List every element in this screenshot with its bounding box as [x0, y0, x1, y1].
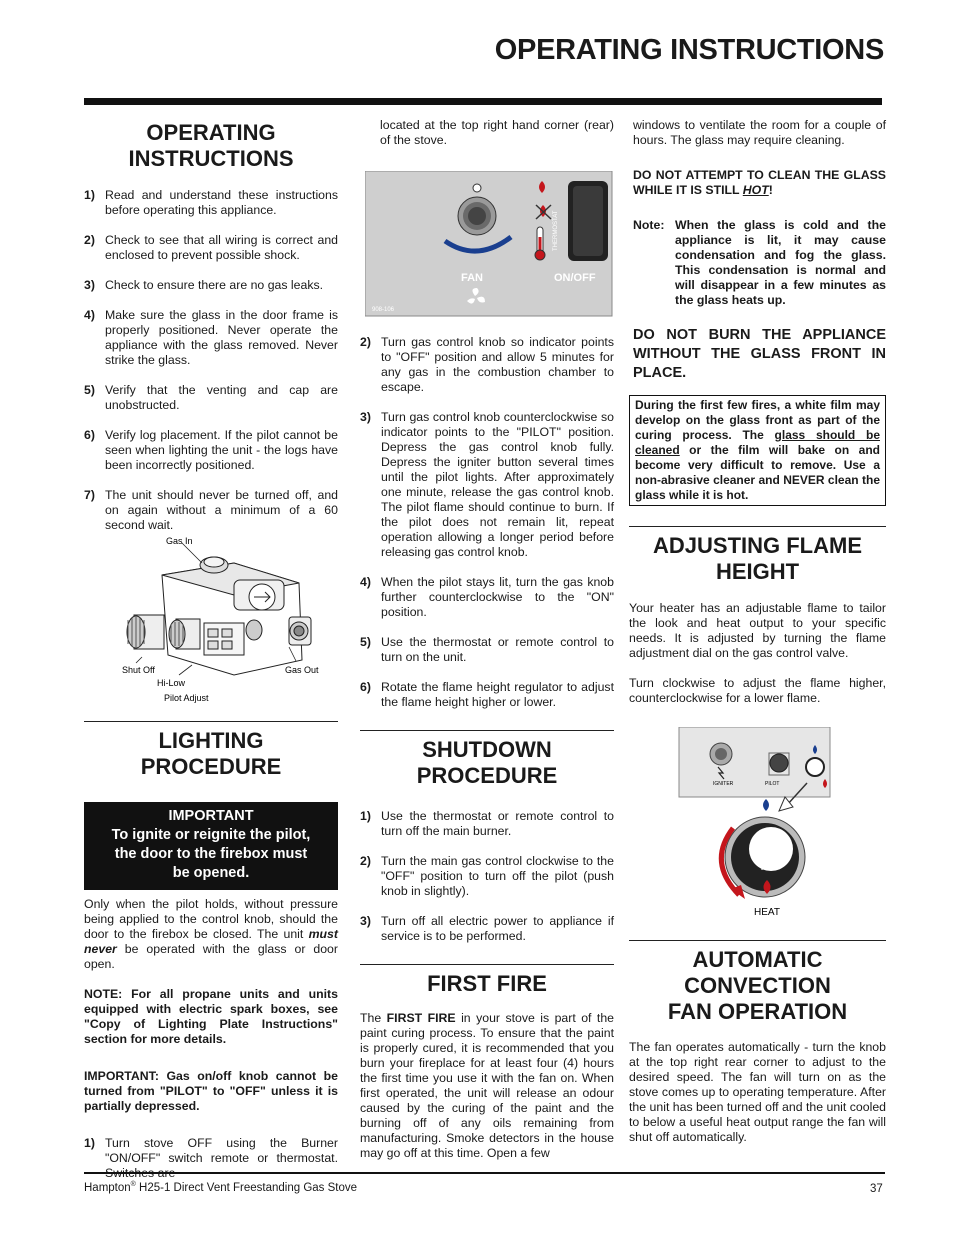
divider [629, 526, 886, 527]
label-fan: FAN [461, 272, 483, 284]
curing-film-box: During the first few fires, a white film may develop on the glass front as part of the curing process. The glass should be cleaned or the film will bake on and become very difficult to remove. Use a non-abrasive cleaner and NEVER clean the glass while it is hot. [629, 395, 886, 506]
section-title-fan: AUTOMATIC CONVECTION FAN OPERATION [667, 947, 848, 1024]
label-pilot-adjust: Pilot Adjust [164, 693, 209, 703]
divider [84, 721, 338, 722]
do-not-burn-warning: DO NOT BURN THE APPLIANCE WITHOUT THE GLASS FRONT IN PLACE. [633, 327, 886, 381]
column-2 [360, 118, 614, 1161]
label-igniter: IGNITER [713, 781, 734, 787]
list-item: 3) Turn off all electric power to appliance if service is to be performed. [360, 914, 614, 943]
list-item: 2) Turn the main gas control clockwise to the "OFF" position to turn off the pilot (push knob in slightly). [360, 854, 614, 898]
flame-paragraph-1: Your heater has an adjustable flame to tailor the look and heat output to your specific needs. It is adjusted by turning the flame adjustment dial on the gas control valve. [629, 601, 886, 660]
list-item: 1) Read and understand these instructions before operating this appliance. [84, 188, 338, 217]
note-propane: NOTE: For all propane units and units equipped with electric spark boxes, see "Copy of Lighting Plate Instructions" section for more details. [84, 987, 338, 1046]
section-title-operating: OPERATING INSTRUCTIONS [128, 120, 294, 171]
list-item: 6) Rotate the flame height regulator to adjust the flame height higher or lower. [360, 680, 614, 709]
list-item: 2) Turn gas control knob so indicator points to "OFF" position and allow 5 minutes for any gas in the combustion chamber to escape. [360, 335, 614, 394]
footer-model: Hampton® H25-1 Direct Vent Freestanding Gas Stove [84, 1181, 358, 1194]
label-on-off: ON/OFF [554, 272, 596, 284]
top-rule [84, 98, 882, 105]
warning-clean-glass: DO NOT ATTEMPT TO CLEAN THE GLASS WHILE IT IS STILL HOT! [633, 168, 886, 197]
column-1 [84, 118, 338, 1181]
important-box: IMPORTANT To ignite or reignite the pilot, the door to the firebox must be opened. [84, 802, 338, 890]
section-title-flame: ADJUSTING FLAME HEIGHT [653, 533, 862, 584]
control-panel-illustration [365, 171, 619, 317]
list-item: 4) When the pilot stays lit, turn the gas knob further counterclockwise to the "ON" position. [360, 575, 614, 619]
continued-text: located at the top right hand corner (rear) of the stove. [380, 118, 614, 147]
list-item: 3) Turn gas control knob counterclockwise so indicator points to the "PILOT" position. Depress the gas control knob fully. Depress the igniter button several times until the pilot lights. After approximately one minute, release the gas control knob. The pilot flame should continue to burn. If the pilot does not remain lit, repeat operation allowing a longer period before releasing gas control knob. [360, 410, 614, 559]
column-3 [629, 118, 886, 1145]
page-title: OPERATING INSTRUCTIONS [494, 34, 884, 66]
label-shut-off: Shut Off [122, 665, 155, 675]
section-title-first-fire: FIRST FIRE [427, 971, 547, 996]
label-gas-out: Gas Out [285, 665, 319, 675]
label-code: 908-106 [372, 307, 395, 313]
fan-paragraph: The fan operates automatically - turn the knob at the top right rear corner to adjust to the desired speed. The fan will turn on as the stove comes up to operating temperature. After the unit has been turned off and the unit cooled to below a useful heat output range the fan will shut off automatically. [629, 1040, 886, 1144]
list-item: 1) Use the thermostat or remote control to turn off the main burner. [360, 809, 614, 838]
label-heat: HEAT [754, 907, 780, 918]
section-title-shutdown: SHUTDOWN PROCEDURE [416, 737, 558, 788]
page-number: 37 [870, 1183, 883, 1195]
divider [360, 964, 614, 965]
label-hi-low: Hi-Low [157, 678, 186, 688]
label-gas-in: Gas In [166, 536, 193, 546]
section-title-lighting: LIGHTING PROCEDURE [140, 728, 282, 779]
label-hi: HI [761, 865, 768, 872]
divider [629, 940, 886, 941]
first-fire-paragraph: The FIRST FIRE in your stove is part of the paint curing process. To ensure that the paint is properly cured, it is recommended that you burn your fireplace for at least four (4) hours the first time you use it with the fan on. When first operated, the unit will release an odour caused by the curing of the paint and the burning off of any oils remaining from manufacturing. Smoke detectors in the house may go off at this time. Open a few [360, 1011, 615, 1160]
footer-rule [84, 1172, 885, 1174]
list-item: 2) Check to see that all wiring is correct and enclosed to prevent possible shock. [84, 233, 338, 262]
list-item: 5) Use the thermostat or remote control to turn on the unit. [360, 635, 614, 664]
continued-text: windows to ventilate the room for a couple of hours. The glass may require cleaning. [633, 118, 886, 147]
list-item: 6) Verify log placement. If the pilot cannot be seen when lighting the unit - the logs have been incorrectly positioned. [84, 428, 338, 472]
flame-paragraph-2: Turn clockwise to adjust the flame higher, counterclockwise for a lower flame. [629, 676, 886, 705]
list-item: 3) Check to ensure there are no gas leaks. [84, 278, 324, 292]
list-item: 7) The unit should never be turned off, and on again without a minimum of a 60 second wait. [84, 488, 338, 532]
divider [360, 730, 614, 731]
flame-dial-illustration [629, 727, 886, 927]
lighting-paragraph: Only when the pilot holds, without pressure being applied to the control knob, should the door to the firebox be closed. The unit must never be operated with the glass or door open. [84, 897, 338, 971]
gas-valve-illustration [84, 535, 338, 705]
list-item: 5) Verify that the venting and cap are unobstructed. [84, 383, 338, 412]
label-pilot: PILOT [765, 781, 780, 787]
list-item: 4) Make sure the glass in the door frame is properly positioned. Never operate the appliance with the glass removed. Never strike the glass. [84, 308, 338, 367]
important-knob: IMPORTANT: Gas on/off knob cannot be turned from "PILOT" to "OFF" unless it is partially depressed. [84, 1069, 338, 1113]
list-item: 1) Turn stove OFF using the Burner "ON/OFF" switch remote or thermostat. [84, 1136, 338, 1165]
note-condensation: Note: When the glass is cold and the appliance is lit, it may cause condensation and fog the glass. This condensation is normal and will disappear in a few minutes as the glass heats up. [633, 218, 886, 307]
label-lo: LO [759, 830, 769, 837]
label-thermostat: THERMOSTAT [553, 210, 559, 251]
